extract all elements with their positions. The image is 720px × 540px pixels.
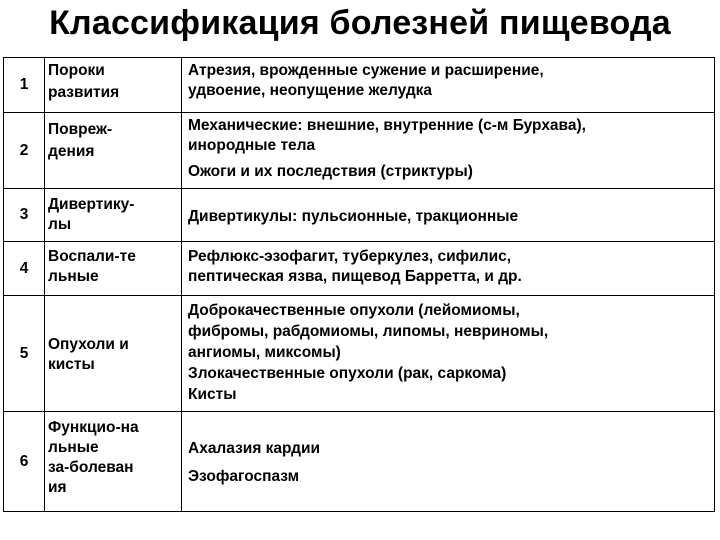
- category-line: Пороки: [48, 62, 105, 79]
- description-line: ангиомы, миксомы): [188, 344, 341, 361]
- category-line: Опухоли и: [48, 335, 129, 353]
- category-cell: [45, 113, 182, 189]
- description-line: фибромы, рабдомиомы, липомы, невриномы,: [188, 323, 549, 340]
- page-title: Классификация болезней пищевода: [49, 4, 671, 42]
- description-line: пептическая язва, пищевод Барретта, и др.: [188, 268, 522, 285]
- description-line: Ахалазия кардии: [188, 440, 321, 457]
- category-line: лы: [48, 216, 72, 233]
- classification-table: [3, 57, 715, 512]
- description-cell: [182, 113, 715, 189]
- category-line: льные: [48, 268, 99, 285]
- description-cell: [182, 189, 715, 242]
- description-line: Дивертикулы: пульсионные, тракционные: [188, 207, 519, 225]
- category-cell: [45, 296, 182, 412]
- category-line: развития: [48, 84, 120, 101]
- row-number: 2: [4, 113, 45, 189]
- category-cell: [45, 58, 182, 113]
- category-line: Дивертику-: [48, 196, 135, 213]
- row-number: 5: [4, 296, 45, 412]
- category-line: Функцио-на: [48, 419, 139, 436]
- description-line: Эзофагоспазм: [188, 468, 300, 485]
- description-cell: [182, 412, 715, 512]
- description-line: инородные тела: [188, 137, 316, 154]
- table-row: [4, 189, 715, 242]
- category-cell: [45, 412, 182, 512]
- row-number: 3: [4, 189, 45, 242]
- description-line: Кисты: [188, 386, 237, 403]
- category-line: за-болеван: [48, 459, 134, 476]
- description-line: Злокачественные опухоли (рак, саркома): [188, 365, 507, 382]
- table-row: [4, 113, 715, 189]
- category-line: кисты: [48, 355, 95, 373]
- description-line: Рефлюкс-эзофагит, туберкулез, сифилис,: [188, 248, 512, 265]
- category-cell: [45, 189, 182, 242]
- row-number: 4: [4, 242, 45, 296]
- category-line: ия: [48, 479, 67, 496]
- category-cell: [45, 242, 182, 296]
- description-cell: [182, 296, 715, 412]
- table-row: [4, 242, 715, 296]
- description-cell: [182, 242, 715, 296]
- category-line: льные: [48, 439, 99, 456]
- category-line: Воспали-те: [48, 248, 136, 265]
- category-line: дения: [48, 143, 95, 160]
- description-line: Доброкачественные опухоли (лейомиомы,: [188, 302, 520, 319]
- table-row: [4, 412, 715, 512]
- description-line: Ожоги и их последствия (стриктуры): [188, 163, 473, 180]
- table-row: [4, 296, 715, 412]
- description-line: удвоение, неопущение желудка: [188, 82, 433, 99]
- description-cell: [182, 58, 715, 113]
- category-line: Повреж-: [48, 121, 113, 138]
- row-number: 1: [4, 58, 45, 113]
- table-row: [4, 58, 715, 113]
- row-number: 6: [4, 412, 45, 512]
- description-line: Механические: внешние, внутренние (с-м Бурхава),: [188, 117, 586, 134]
- description-line: Атрезия, врожденные сужение и расширение,: [188, 62, 544, 79]
